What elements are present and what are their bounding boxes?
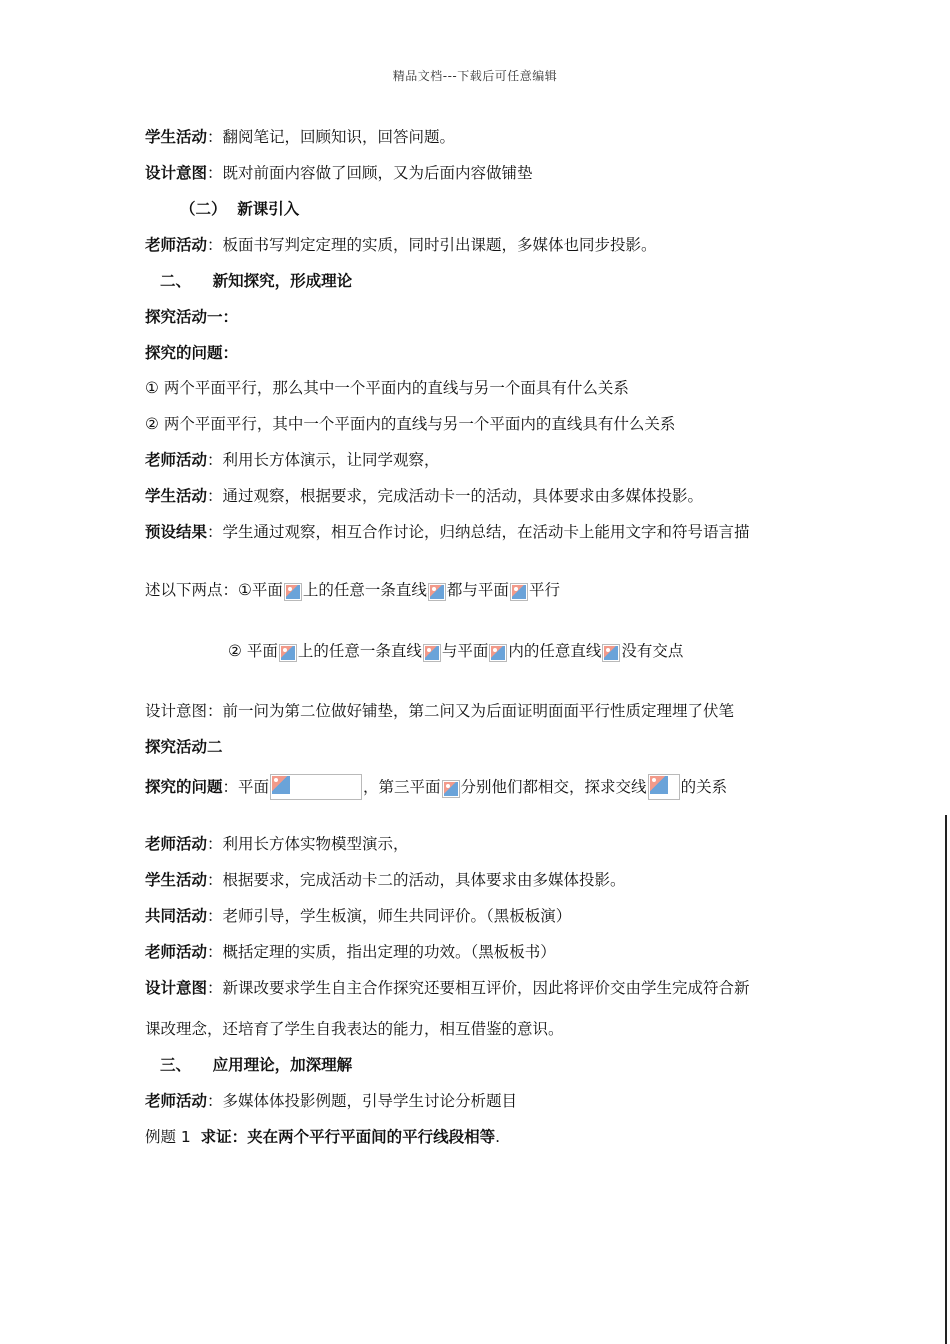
text-line [145, 522, 750, 542]
text-line [145, 163, 533, 183]
section-heading: 二、 新知探究，形成理论 [160, 272, 353, 290]
question-heading: 探究的问题： [145, 344, 239, 362]
broken-image-icon [284, 583, 302, 601]
line-label: 学生活动 [145, 487, 208, 505]
line-text: ：多媒体体投影例题，引导学生讨论分析题目 [207, 1092, 518, 1110]
text-line [145, 486, 703, 506]
broken-image-icon [270, 774, 362, 800]
activity-heading: 探究活动二 [145, 738, 223, 756]
text-line [145, 834, 409, 854]
broken-image-icon [442, 780, 460, 798]
line-text: ：板面书写判定定理的实质，同时引出课题，多媒体也同步投影。 [207, 236, 657, 254]
line-label: 学生活动 [145, 128, 208, 146]
line-label: 设计意图 [145, 164, 208, 182]
text-line [145, 942, 556, 962]
line-label: 共同活动 [145, 907, 208, 925]
line-text: ：翻阅笔记，回顾知识，回答问题。 [207, 128, 456, 146]
section-heading: 三、 应用理论，加深理解 [160, 1056, 353, 1074]
broken-image-icon [423, 644, 441, 662]
line-text: ：根据要求，完成活动卡二的活动，具体要求由多媒体投影。 [207, 871, 626, 889]
line-text: ：通过观察，根据要求，完成活动卡一的活动，具体要求由多媒体投影。 [207, 487, 704, 505]
line-label: 老师活动 [145, 236, 208, 254]
line-label: 预设结果 [145, 523, 208, 541]
line-label: 设计意图 [145, 979, 208, 997]
line-text: ：新课改要求学生自主合作探究还要相互评价，因此将评价交由学生完成符合新 [207, 979, 750, 997]
line-text: ：概括定理的实质，指出定理的功效。（黑板板书） [207, 943, 556, 961]
text-line [145, 978, 750, 998]
activity-heading: 探究活动一： [145, 308, 239, 326]
line-text: ：老师引导，学生板演，师生共同评价。（黑板板演） [207, 907, 572, 925]
text-line: 设计意图：前一问为第二位做好铺垫，第二问又为后面证明面面平行性质定理埋了伏笔 [145, 702, 735, 720]
page-edge-bar [945, 815, 947, 1344]
example-statement: 求证：夹在两个平行平面间的平行线段相等 [200, 1128, 496, 1146]
question-item: ① 两个平面平行，那么其中一个平面内的直线与另一个面具有什么关系 [145, 379, 629, 397]
text-line [145, 235, 657, 255]
question-item: ② 两个平面平行，其中一个平面内的直线与另一个平面内的直线具有什么关系 [145, 415, 676, 433]
text-line [145, 906, 571, 926]
text-line [145, 870, 626, 890]
formula-line: ② 平面 上的任意一条直线 与平面 内的任意直线 没有交点 [228, 642, 684, 660]
broken-image-icon [489, 644, 507, 662]
broken-image-icon [648, 774, 680, 800]
line-text: ：利用长方体实物模型演示， [207, 835, 409, 853]
line-label: 学生活动 [145, 871, 208, 889]
line-text: ：学生通过观察，相互合作讨论，归纳总结，在活动卡上能用文字和符号语言描 [207, 523, 750, 541]
line-text: ：既对前面内容做了回顾，又为后面内容做铺垫 [207, 164, 533, 182]
formula-line: 述以下两点：①平面 上的任意一条直线 都与平面 平行 [145, 581, 560, 599]
text-line [145, 1091, 517, 1111]
page-header: 精品文档---下载后可任意编辑 [392, 69, 558, 83]
text-line: 课改理念，还培育了学生自我表达的能力，相互借鉴的意识。 [145, 1020, 564, 1038]
example-number: 例题 1 [145, 1128, 201, 1146]
example-line: 例题 1 求证：夹在两个平行平面间的平行线段相等. [145, 1128, 501, 1146]
line-label: 老师活动 [145, 451, 208, 469]
line-label: 老师活动 [145, 835, 208, 853]
text-line [145, 127, 455, 147]
text-line [145, 450, 440, 470]
formula-line: 探究的问题：平面 ，第三平面 分别他们都相交，探求交线 的关系 [145, 774, 727, 800]
broken-image-icon [279, 644, 297, 662]
subsection-heading: （二） 新课引入 [180, 200, 300, 218]
line-label: 老师活动 [145, 943, 208, 961]
broken-image-icon [510, 583, 528, 601]
line-text: ：利用长方体演示，让同学观察， [207, 451, 440, 469]
line-label: 老师活动 [145, 1092, 208, 1110]
broken-image-icon [602, 644, 620, 662]
broken-image-icon [428, 583, 446, 601]
